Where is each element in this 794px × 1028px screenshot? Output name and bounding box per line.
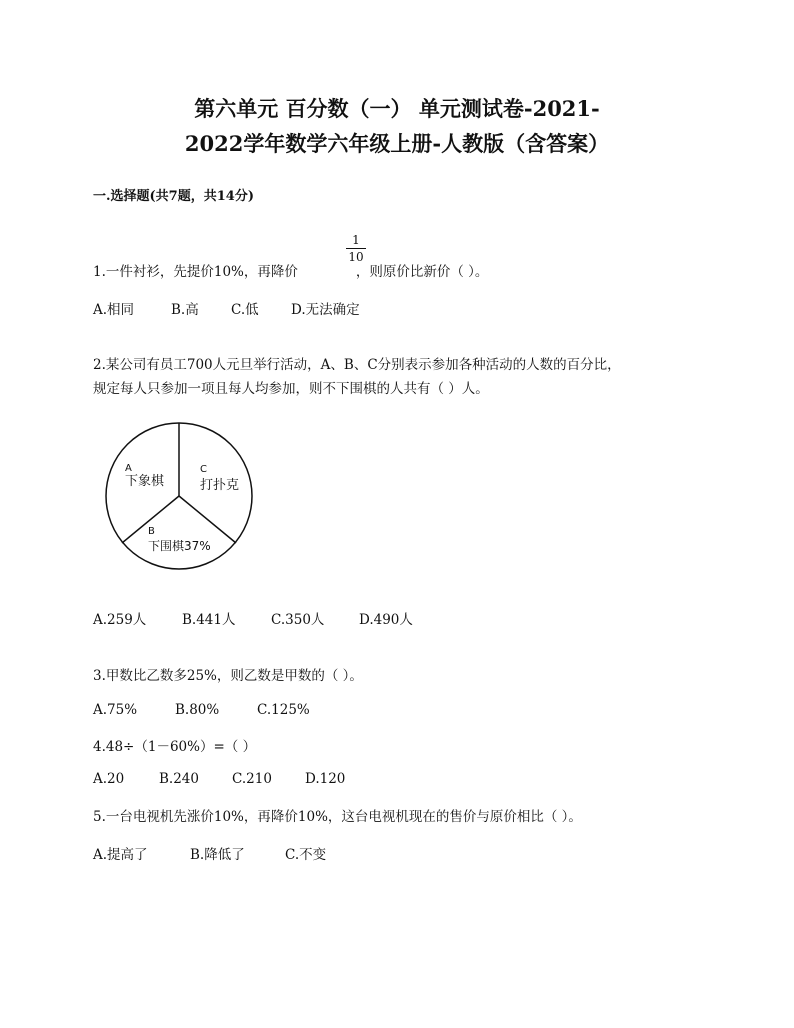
question-2-line-1: 2.某公司有员工700人元旦举行活动，A、B、C分别表示参加各种活动的人数的百分比， (93, 357, 621, 373)
option-d[interactable]: D.无法确定 (291, 302, 360, 318)
fraction-denominator: 10 (348, 250, 364, 264)
fraction-numerator: 1 (352, 233, 360, 247)
fraction-bar (346, 248, 366, 249)
option-b[interactable]: B.441人 (182, 612, 236, 628)
option-c[interactable]: C.350人 (271, 612, 325, 628)
slice-c-label: 打扑克 (200, 478, 240, 493)
question-1-text-after: ，则原价比新价（ ）。 (355, 264, 489, 280)
option-a[interactable]: A.259人 (93, 612, 147, 628)
title-line-2: 2022学年数学六年级上册-人教版（含答案） (184, 131, 610, 156)
option-b[interactable]: B.80% (175, 702, 220, 718)
pie-divider-right (179, 496, 236, 543)
option-a[interactable]: A.75% (93, 702, 138, 718)
question-1-options (93, 298, 360, 318)
option-c[interactable]: C.不变 (285, 847, 327, 863)
pie-chart (104, 421, 254, 571)
section-heading: 一.选择题(共7题，共14分) (93, 189, 254, 204)
option-c[interactable]: C.125% (257, 702, 310, 718)
question-3: 3.甲数比乙数多25%，则乙数是甲数的（ ）。 (93, 668, 363, 684)
question-4: 4.48÷（1－60%）=（ ） (93, 739, 257, 755)
option-b[interactable]: B.降低了 (190, 847, 245, 863)
slice-a-label: 下象棋 (125, 474, 165, 489)
option-b[interactable]: B.240 (159, 771, 199, 787)
option-d[interactable]: D.490人 (359, 612, 413, 628)
question-2-line-2: 规定每人只参加一项且每人均参加，则不下围棋的人共有（ ）人。 (93, 381, 489, 397)
question-5: 5.一台电视机先涨价10%，再降价10%，这台电视机现在的售价与原价相比（ ）。 (93, 809, 582, 825)
question-1 (93, 260, 488, 280)
slice-c-letter: C (200, 464, 207, 475)
question-2-options (93, 608, 413, 628)
question-1-text-before: 1.一件衬衫，先提价10%，再降价 (93, 264, 298, 280)
question-3-options (93, 702, 310, 718)
option-a[interactable]: A.相同 (93, 302, 135, 318)
option-a[interactable]: A.提高了 (93, 847, 148, 863)
question-4-options (93, 771, 345, 787)
slice-b-letter: B (148, 526, 155, 537)
slice-a-letter: A (125, 463, 132, 474)
question-1-fraction (346, 233, 366, 264)
option-b[interactable]: B.高 (171, 302, 199, 318)
option-c[interactable]: C.低 (231, 302, 259, 318)
option-a[interactable]: A.20 (93, 771, 125, 787)
option-d[interactable]: D.120 (305, 771, 346, 787)
title-line-1: 第六单元 百分数（一） 单元测试卷-2021- (194, 96, 600, 121)
slice-b-label: 下围棋37% (148, 539, 211, 553)
question-5-options (93, 843, 326, 863)
option-c[interactable]: C.210 (232, 771, 272, 787)
